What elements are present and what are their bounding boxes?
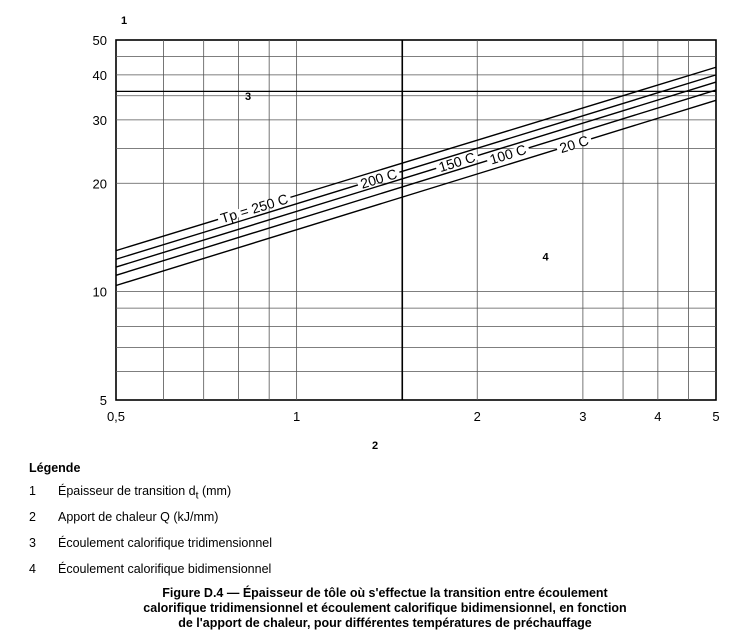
legend-item-number: 2 (29, 510, 36, 524)
y-tick-label: 20 (92, 176, 107, 192)
series-line (116, 100, 716, 285)
series-label-group (356, 165, 402, 193)
x-tick-label: 4 (654, 409, 662, 424)
legend-item-number: 3 (29, 536, 36, 550)
x-tick-label: 2 (473, 409, 481, 424)
region-label: 4 (542, 251, 549, 264)
series-lines (116, 67, 716, 285)
legend-item-text: Écoulement calorifique tridimensionnel (58, 536, 273, 550)
series-label: 20 C (557, 132, 591, 157)
x-tick-label: 0,5 (106, 409, 126, 424)
legend-item (29, 562, 272, 588)
caption-line: calorifique tridimensionnel et écoulement calorifique bidimensionnel, en fonction (143, 601, 627, 615)
y-axis-label: 1 (120, 15, 128, 27)
legend-item-number: 4 (29, 562, 36, 576)
legend-title: Légende (29, 461, 81, 475)
grid-lines (116, 40, 716, 400)
series-line (116, 90, 716, 275)
series-line (116, 82, 716, 267)
legend (29, 461, 272, 588)
x-tick-label: 5 (712, 409, 720, 424)
series-label: 200 C (358, 165, 399, 192)
legend-item-text: Écoulement calorifique bidimensionnel (58, 562, 272, 576)
series-line (116, 75, 716, 259)
series-label: 100 C (487, 141, 529, 168)
annotations (121, 15, 550, 452)
legend-item (29, 510, 272, 536)
caption-line: Figure D.4 — Épaisseur de tôle où s'effectue la transition entre écoulement (162, 586, 608, 600)
caption-line: de l'apport de chaleur, pour différentes températures de préchauffage (178, 616, 592, 630)
legend-item-subscript: t (195, 490, 199, 502)
region-label: 3 (245, 90, 252, 103)
x-tick-label: 1 (293, 409, 301, 424)
y-tick-label: 40 (92, 67, 107, 83)
y-tick-label: 10 (92, 284, 107, 300)
series-label: 150 C (436, 148, 478, 176)
y-tick-label: 30 (92, 112, 107, 128)
legend-item (29, 536, 272, 562)
legend-item-text: Apport de chaleur Q (kJ/mm) (58, 510, 219, 524)
legend-item (29, 484, 272, 510)
series-label: Tp = 250 C (218, 190, 290, 227)
x-axis-label: 2 (371, 440, 379, 452)
legend-item-text: Épaisseur de transition $d_t$ (mm) (58, 484, 232, 502)
series-label-group (555, 131, 594, 157)
figure-caption (60, 586, 710, 631)
plot-frame (116, 40, 716, 400)
legend-item-number: 1 (29, 484, 36, 498)
y-tick-label: 5 (99, 393, 107, 408)
series-label-group (434, 148, 480, 176)
series-line (116, 67, 716, 250)
x-tick-label: 3 (579, 409, 587, 424)
y-tick-label: 50 (92, 33, 107, 48)
